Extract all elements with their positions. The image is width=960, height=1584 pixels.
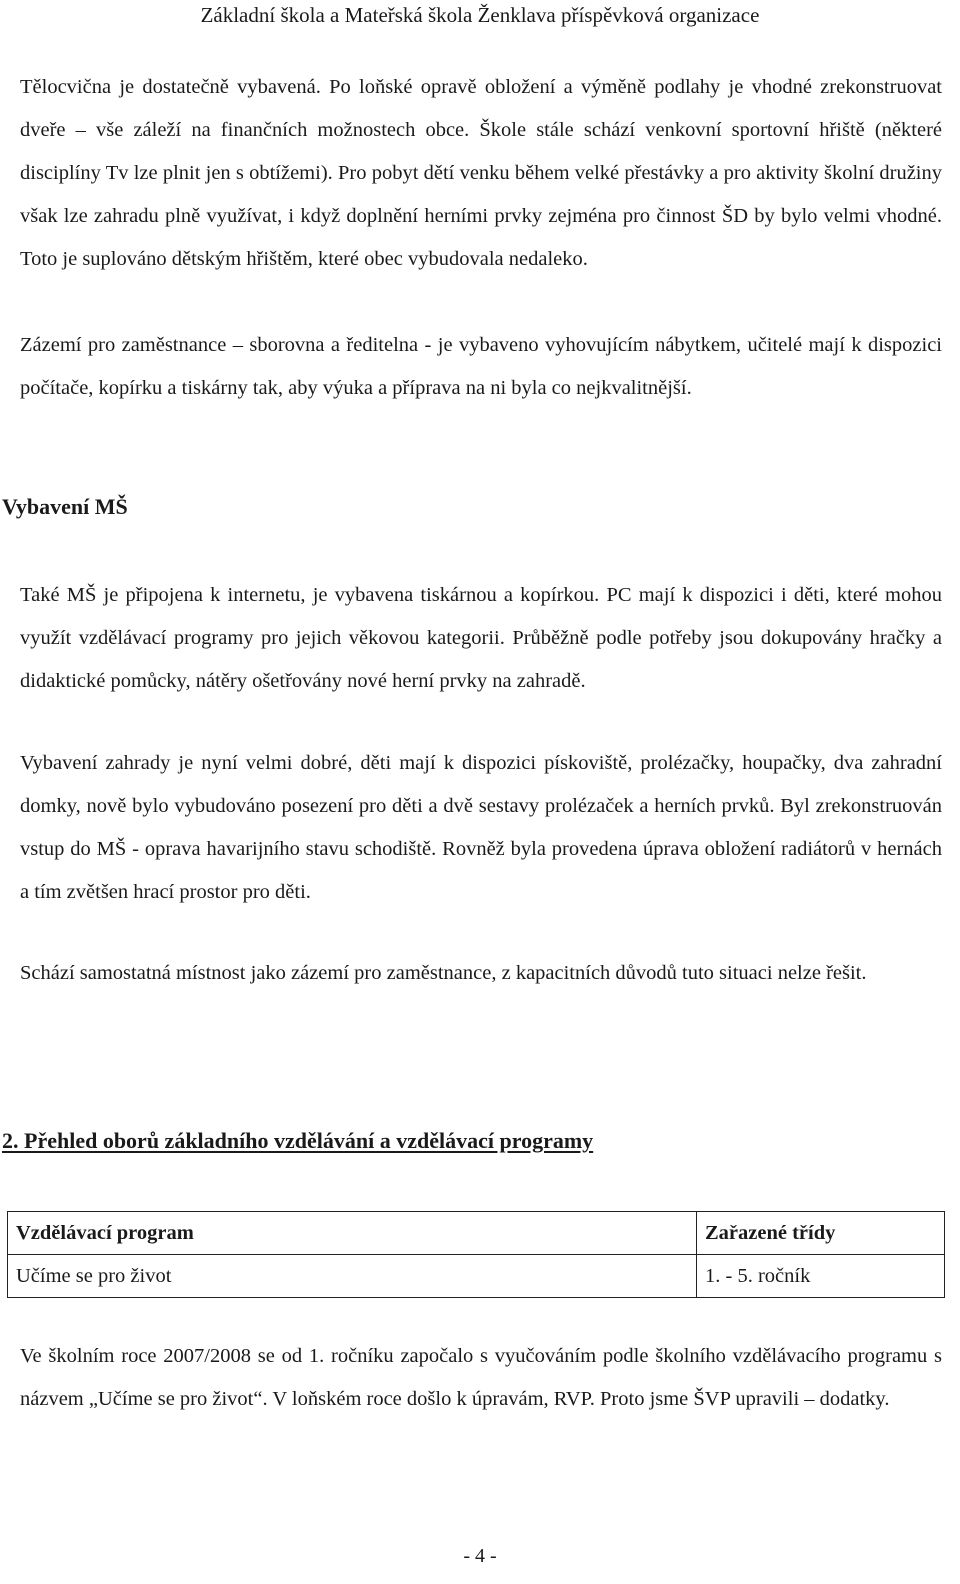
document-header: Základní škola a Mateřská škola Ženklava příspěvková organizace bbox=[200, 3, 760, 27]
paragraph-staff-facilities: Zázemí pro zaměstnance – sborovna a ředitelna - je vybaveno vyhovujícím nábytkem, učitelé mají k dispozici počítače, kopírku a tiskárny tak, aby výuka a příprava na ni byla co nejkvalitnější. bbox=[20, 334, 942, 399]
table-header-row bbox=[8, 1212, 945, 1255]
heading-section-2: 2. Přehled oborů základního vzdělávání a vzdělávací programy bbox=[2, 1128, 594, 1153]
table-cell: Učíme se pro život bbox=[8, 1255, 697, 1298]
paragraph-svp: Ve školním roce 2007/2008 se od 1. ročníku započalo s vyučováním podle školního vzdělávacího programu s názvem „Učíme se pro život“. V loňském roce došlo k úpravám, RVP. Proto jsme ŠVP upravili – dodatky. bbox=[20, 1345, 942, 1410]
paragraph-staff-room: Schází samostatná místnost jako zázemí pro zaměstnance, z kapacitních důvodů tuto situaci nelze řešit. bbox=[20, 962, 867, 984]
page-number: - 4 - bbox=[463, 1545, 497, 1567]
table-header-cell: Vzdělávací program bbox=[8, 1212, 697, 1255]
table-cell: 1. - 5. ročník bbox=[697, 1255, 945, 1298]
table-header-cell: Zařazené třídy bbox=[697, 1212, 945, 1255]
paragraph-ms-equipment: Také MŠ je připojena k internetu, je vybavena tiskárnou a kopírkou. PC mají k dispozici i děti, které mohou využít vzdělávací programy pro jejich věkovou kategorii. Průběžně podle potřeby jsou dokupovány hračky a didaktické pomůcky, nátěry ošetřovány nové herní prvky na zahradě. bbox=[20, 584, 942, 692]
heading-ms-equipment: Vybavení MŠ bbox=[2, 494, 128, 519]
paragraph-garden: Vybavení zahrady je nyní velmi dobré, děti mají k dispozici pískoviště, prolézačky, houpačky, dva zahradní domky, nově bylo vybudováno posezení pro děti a dvě sestavy prolézaček a herních prvků. Byl zrekonstruován vstup do MŠ - oprava havarijního stavu schodiště. Rovněž byla provedena úprava obložení radiátorů v hernách a tím zvětšen hrací prostor pro děti. bbox=[20, 752, 942, 903]
table-row bbox=[8, 1255, 945, 1298]
paragraph-gym: Tělocvična je dostatečně vybavená. Po loňské opravě obložení a výměně podlahy je vhodné zrekonstruovat dveře – vše záleží na finančních možnostech obce. Škole stále schází venkovní sportovní hřiště (některé disciplíny Tv lze plnit jen s obtížemi). Pro pobyt dětí venku během velké přestávky a pro aktivity školní družiny však lze zahradu plně využívat, i když doplnění herními prvky zejména pro činnost ŠD by bylo velmi vhodné. Toto je suplováno dětským hřištěm, které obec vybudovala nedaleko. bbox=[20, 76, 942, 270]
programs-table bbox=[7, 1211, 945, 1298]
